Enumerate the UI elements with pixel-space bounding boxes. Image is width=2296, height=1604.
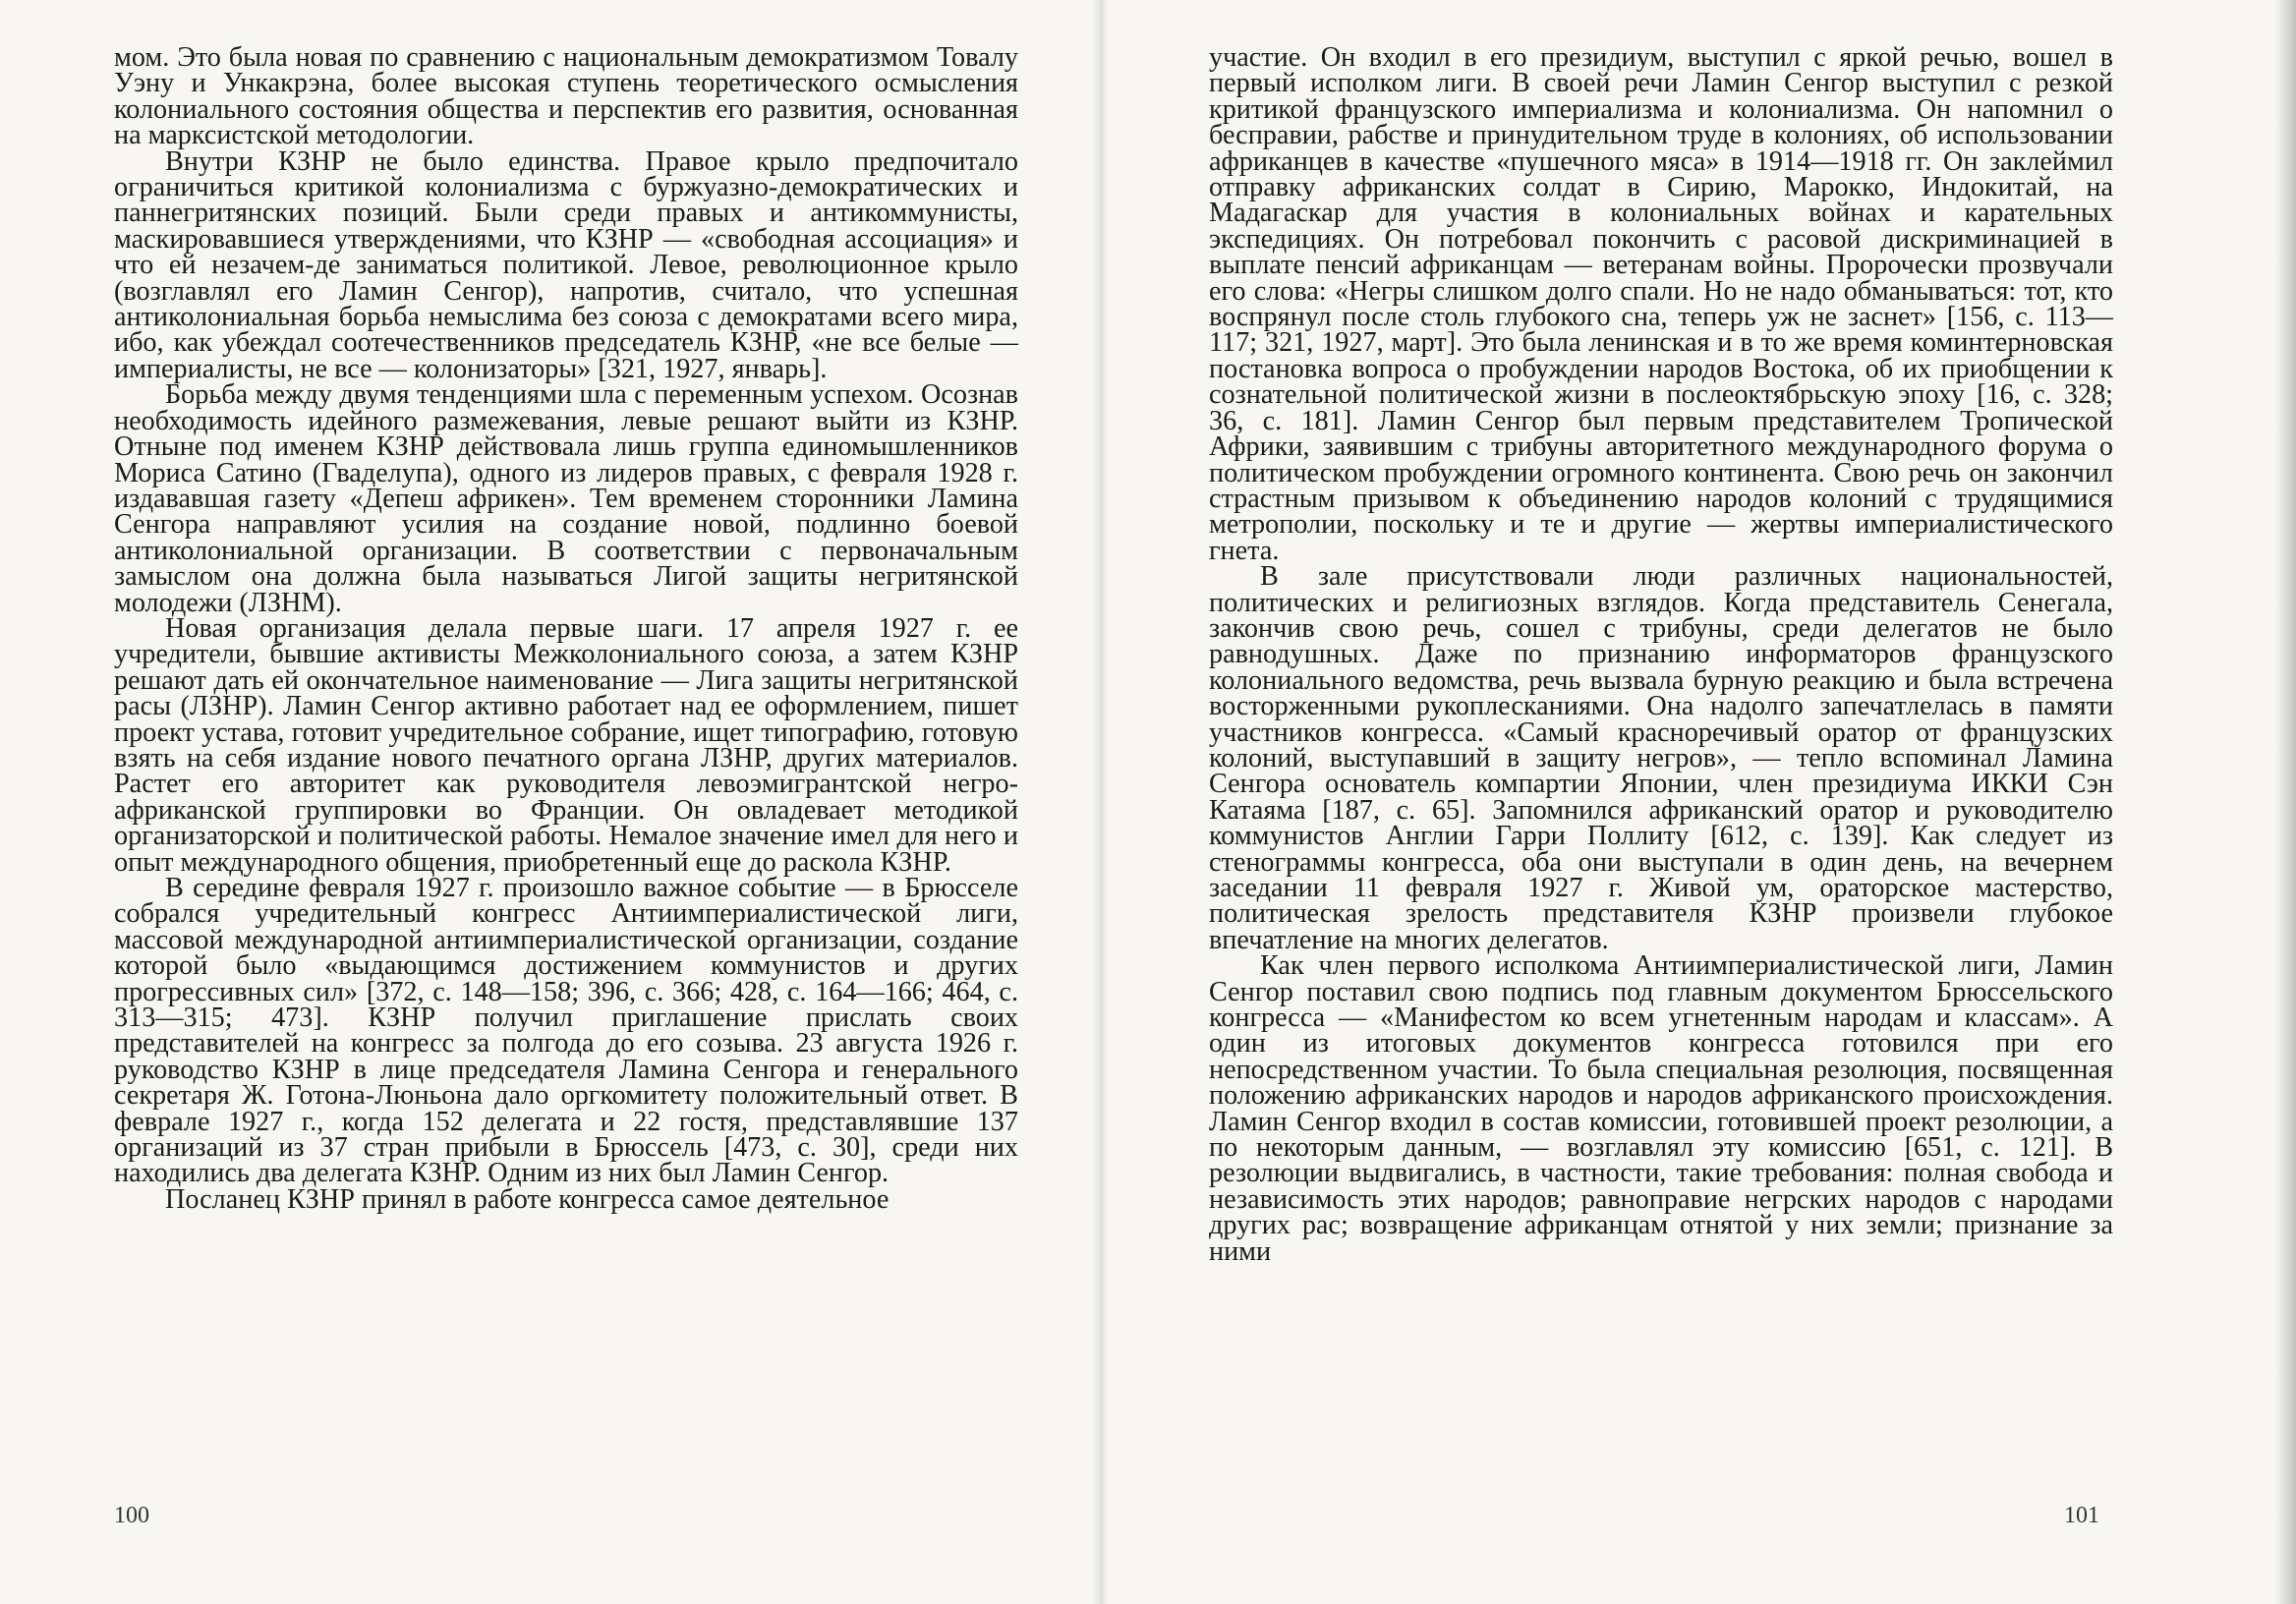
paragraph: Посланец КЗНР принял в работе конгресса самое деятельное [165, 1183, 890, 1215]
book-gutter [1091, 0, 1109, 1604]
paragraph: Как член первого исполкома Антиимпериалистической лиги, Ламин Сенгор поставил свою подпись под главным документом Брюссельского конгресса — «Манифестом ко всем угнетенным народам и классам». А один из итоговых документов конгресса готовился при его непосредственном участии. То была специальная резолюция, посвященная положению африканских народов и народов африканского происхождения. Ламин Сенгор входил в состав комиссии, готовившей проект резолюции, а по некоторым данным, — возглавлял эту комиссию [651, с. 121]. В резолюции выдвигались, в частности, такие требования: полная свобода и независимость этих народов; равноправие негрских народов с народами других рас; возвращение африканцам отнятой у них земли; признание за ними [1209, 950, 2113, 1267]
paragraph: В середине февраля 1927 г. произошло важное событие — в Брюсселе собрался учредительный конгресс Антиимпериалистической лиги, массовой международной антиимпериалистической организации, создание которой было «выдающимся достижением коммунистов и других прогрессивных сил» [372, с. 148—158; 396, с. 366; 428, с. 164—166; 464, с. 313—315; 473]. КЗНР получил приглашение прислать своих представителей на конгресс за полгода до его созыва. 23 августа 1926 г. руководство КЗНР в лице председателя Ламина Сенгора и генерального секретаря Ж. Готона-Люньона дало оргкомитету положительный ответ. В феврале 1927 г., когда 152 делегата и 22 гостя, представлявшие 137 организаций из 37 стран прибыли в Брюссель [473, с. 30], среди них находились два делегата КЗНР. Одним из них был Ламин Сенгор. [114, 873, 1018, 1189]
paragraph: Борьба между двумя тенденциями шла с переменным успехом. Осознав необходимость идейного размежевания, левые решают выйти из КЗНР. Отныне под именем КЗНР действовала лишь группа единомышленников Мориса Сатино (Гваделупа), одного из лидеров правых, с февраля 1928 г. издававшая газету «Депеш африкен». Тем временем сторонники Ламина Сенгора направляют усилия на создание новой, подлинно боевой антиколониальной организации. В соответствии с первоначальным замыслом она должна была называться Лигой защиты негритянской молодежи (ЛЗНМ). [114, 379, 1018, 618]
paragraph: Внутри КЗНР не было единства. Правое крыло предпочитало ограничиться критикой колониализма с буржуазно-демократических и паннегритянских позиций. Были среди правых и антикоммунисты, маскировавшиеся утверждениями, что КЗНР — «свободная ассоциация» и что ей незачем-де заниматься политикой. Левое, революционное крыло (возглавлял его Ламин Сенгор), напротив, считало, что успешная антиколониальная борьба немыслима без союза с демократами всего мира, ибо, как убеждал соотечественников председатель КЗНР, «не все белые — империалисты, не все — колонизаторы» [321, 1927, январь]. [114, 145, 1018, 384]
page-number: 100 [114, 1503, 149, 1528]
paragraph: В зале присутствовали люди различных национальностей, политических и религиозных взглядов. Когда представитель Сенегала, закончив свою речь, сошел с трибуны, среди делегатов не было равнодушных. Даже по признанию информаторов французского колониального ведомства, речь вызвала бурную реакцию и была встречена восторженными рукоплесканиями. Она надолго запечатлелась в памяти участников конгресса. «Самый красноречивый оратор от французских колоний, выступавший в защиту негров», — тепло вспоминал Ламина Сенгора основатель компартии Японии, член президиума ИККИ Сэн Катаяма [187, с. 65]. Запомнился африканский оратор и руководителю коммунистов Англии Гарри Поллиту [612, с. 139]. Как следует из стенограммы конгресса, оба они выступали в один день, на вечернем заседании 11 февраля 1927 г. Живой ум, ораторское мастерство, политическая зрелость представителя КЗНР произвели глубокое впечатление на многих делегатов. [1209, 561, 2113, 955]
left-page-text [114, 42, 1018, 1215]
paragraph: Новая организация делала первые шаги. 17 апреля 1927 г. ее учредители, бывшие активисты Межколониального союза, а затем КЗНР решают дать ей окончательное наименование — Лига защиты негритянской расы (ЛЗНР). Ламин Сенгор активно работает над ее оформлением, пишет проект устава, готовит учредительное собрание, ищет типографию, готовую взять на себя издание нового печатного органа ЛЗНР, других материалов. Растет его авторитет как руководителя левоэмигрантской негро-африканской группировки во Франции. Он овладевает методикой организаторской и политической работы. Немалое значение имел для него и опыт международного общения, приобретенный еще до раскола КЗНР. [114, 612, 1018, 878]
paragraph: участие. Он входил в его президиум, выступил с яркой речью, вошел в первый исполком лиги. В своей речи Ламин Сенгор выступил с резкой критикой французского империализма и колониализма. Он напомнил о бесправии, рабстве и принудительном труде в колониях, об использовании африканцев в качестве «пушечного мяса» в 1914—1918 гг. Он заклеймил отправку африканских солдат в Сирию, Марокко, Индокитай, на Мадагаскар для участия в колониальных войнах и карательных экспедициях. Он потребовал покончить с расовой дискриминацией в выплате пенсий африканцам — ветеранам войны. Пророчески прозвучали его слова: «Негры слишком долго спали. Но не надо обманываться: тот, кто воспрянул после столь глубокого сна, теперь уж не заснет» [156, с. 113—117; 321, 1927, март]. Это была ленинская и в то же время коминтерновская постановка вопроса о пробуждении народов Востока, об их приобщении к сознательной политической жизни в послеоктябрьскую эпоху [16, с. 328; 36, с. 181]. Ламин Сенгор был первым представителем Тропической Африки, заявившим с трибуны авторитетного международного форума о политическом пробуждении огромного континента. Свою речь он закончил страстным призывом к объединению народов колоний с трудящимися метрополии, поскольку и те и другие — жертвы империалистического гнета. [1209, 42, 2113, 566]
page-number: 101 [2064, 1503, 2099, 1528]
right-page [1099, 0, 2296, 1604]
right-page-text [1209, 42, 2113, 1267]
paragraph: мом. Это была новая по сравнению с национальным демократизмом Товалу Уэну и Ункакрэна, более высокая ступень теоретического осмысления колониального состояния общества и перспектив его развития, основанная на марксистской методологии. [114, 42, 1018, 151]
left-page [0, 0, 1099, 1604]
page-edge-shadow [2274, 0, 2296, 1604]
